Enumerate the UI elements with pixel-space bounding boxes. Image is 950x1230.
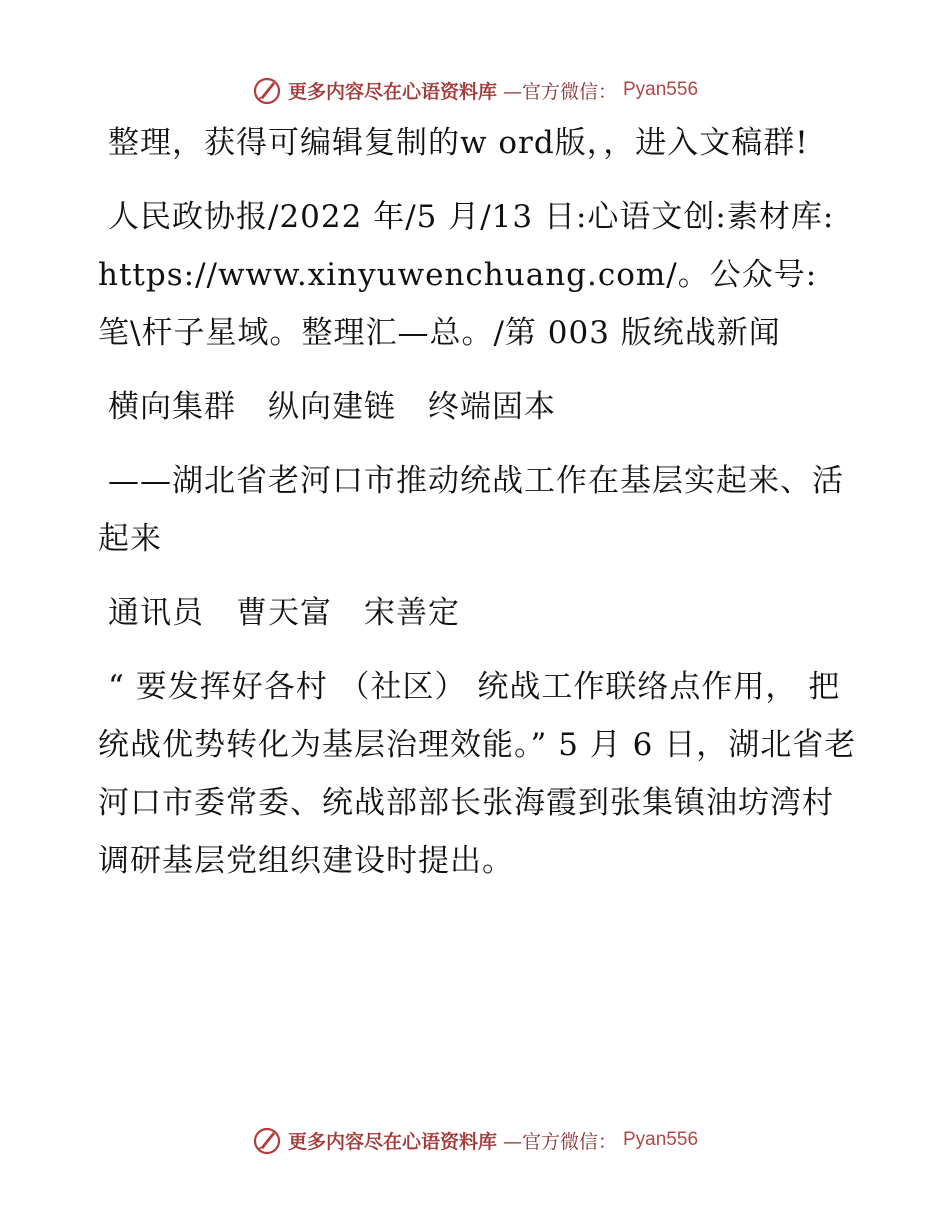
- banner-main-text: 更多内容尽在心语资料库: [287, 80, 497, 103]
- article-subheadline: ——湖北省老河口市推动统战工作在基层实起来、活起来: [98, 463, 844, 557]
- quill-pen-logo-icon: [252, 1125, 282, 1155]
- paragraph-intro: 整理，获得可编辑复制的w ord版，，进入文稿群!: [108, 125, 809, 161]
- banner-wechat-id: Pyan556: [623, 1129, 699, 1150]
- document-body: [98, 114, 858, 890]
- header-watermark-banner: [0, 70, 950, 110]
- footer-watermark-banner: [0, 1120, 950, 1160]
- banner-sub-text: —官方微信：: [502, 1130, 617, 1153]
- article-byline: 通讯员 曹天富 宋善定: [108, 595, 460, 631]
- banner-sub-text: —官方微信：: [502, 80, 617, 103]
- article-paragraph: “ 要发挥好各村 （社区） 统战工作联络点作用， 把统战优势转化为基层治理效能。” 5 月 6 日，湖北省老河口市委常委、统战部部长张海霞到张集镇油坊湾村调研基层党组织建设时提出。: [98, 669, 857, 879]
- banner-wechat-id: Pyan556: [623, 79, 699, 100]
- paragraph-source: 人民政协报/2022 年/5 月/13 日:心语文创:素材库: https://www.xinyuwenchuang.com/。公众号: 笔\杆子星域。整理汇—总。/第 003 版统战新闻: [98, 199, 846, 351]
- banner-main-text: 更多内容尽在心语资料库: [287, 1130, 497, 1153]
- quill-pen-logo-icon: [252, 75, 282, 105]
- article-headline: 横向集群 纵向建链 终端固本: [108, 389, 556, 425]
